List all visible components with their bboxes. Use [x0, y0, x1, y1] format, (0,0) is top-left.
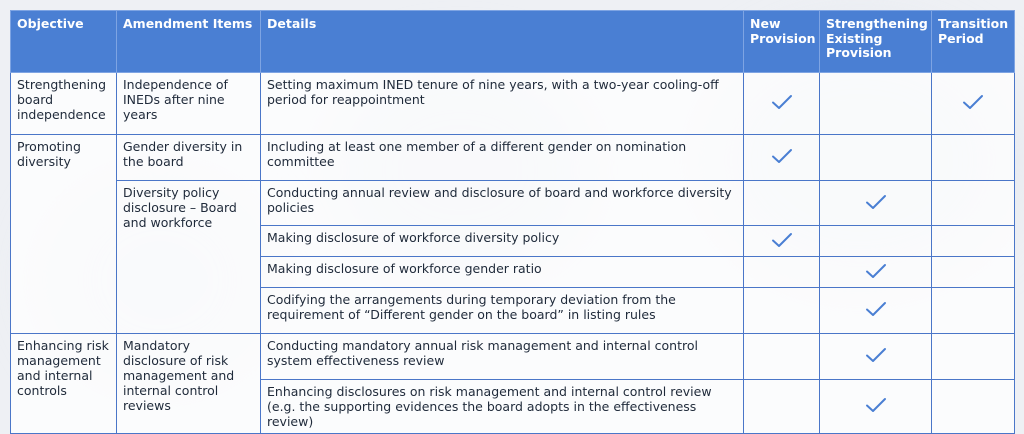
new-provision-cell	[744, 380, 820, 434]
amendments-table	[10, 10, 1015, 434]
amendment-cell: Independence of INEDs after nine years	[117, 73, 261, 135]
check-icon	[865, 194, 887, 210]
details-cell: Conducting mandatory annual risk management and internal control system effectiveness review	[261, 334, 744, 380]
amendment-cell: Diversity policy disclosure – Board and workforce	[117, 181, 261, 334]
details-cell: Conducting annual review and disclosure of board and workforce diversity policies	[261, 181, 744, 226]
table-row	[11, 73, 1015, 135]
table-row	[11, 181, 1015, 226]
check-icon	[865, 397, 887, 413]
amendment-cell: Mandatory disclosure of risk management and internal control reviews	[117, 334, 261, 434]
details-cell: Enhancing disclosures on risk management and internal control review (e.g. the supporting evidences the board adopts in the effectiveness review)	[261, 380, 744, 434]
objective-cell: Enhancing risk management and internal controls	[11, 334, 117, 434]
new-provision-cell	[744, 135, 820, 181]
transition-cell	[932, 334, 1015, 380]
header-details: Details	[261, 11, 744, 73]
check-icon	[771, 148, 793, 164]
new-provision-cell	[744, 288, 820, 334]
transition-cell	[932, 226, 1015, 257]
strengthening-cell	[820, 334, 932, 380]
table-row	[11, 135, 1015, 181]
header-row	[11, 11, 1015, 73]
header-objective: Objective	[11, 11, 117, 73]
check-icon	[771, 232, 793, 248]
header-transition: Transition Period	[932, 11, 1015, 73]
check-icon	[865, 263, 887, 279]
amendment-cell: Gender diversity in the board	[117, 135, 261, 181]
transition-cell	[932, 181, 1015, 226]
transition-cell	[932, 73, 1015, 135]
new-provision-cell	[744, 226, 820, 257]
details-cell: Making disclosure of workforce diversity policy	[261, 226, 744, 257]
check-icon	[865, 301, 887, 317]
details-cell: Making disclosure of workforce gender ratio	[261, 257, 744, 288]
check-icon	[865, 347, 887, 363]
transition-cell	[932, 135, 1015, 181]
objective-cell: Strengthening board independence	[11, 73, 117, 135]
strengthening-cell	[820, 226, 932, 257]
strengthening-cell	[820, 288, 932, 334]
strengthening-cell	[820, 73, 932, 135]
new-provision-cell	[744, 73, 820, 135]
table-row	[11, 334, 1015, 380]
details-cell: Including at least one member of a different gender on nomination committee	[261, 135, 744, 181]
strengthening-cell	[820, 380, 932, 434]
new-provision-cell	[744, 334, 820, 380]
new-provision-cell	[744, 181, 820, 226]
check-icon	[962, 94, 984, 110]
header-amendment-items: Amendment Items	[117, 11, 261, 73]
transition-cell	[932, 288, 1015, 334]
details-cell: Setting maximum INED tenure of nine years, with a two-year cooling-off period for reappointment	[261, 73, 744, 135]
objective-cell: Promoting diversity	[11, 135, 117, 334]
strengthening-cell	[820, 135, 932, 181]
details-cell: Codifying the arrangements during temporary deviation from the requirement of “Different gender on the board” in listing rules	[261, 288, 744, 334]
new-provision-cell	[744, 257, 820, 288]
strengthening-cell	[820, 257, 932, 288]
transition-cell	[932, 380, 1015, 434]
strengthening-cell	[820, 181, 932, 226]
header-new-provision: New Provision	[744, 11, 820, 73]
transition-cell	[932, 257, 1015, 288]
check-icon	[771, 94, 793, 110]
header-strengthening: Strengthening Existing Provision	[820, 11, 932, 73]
